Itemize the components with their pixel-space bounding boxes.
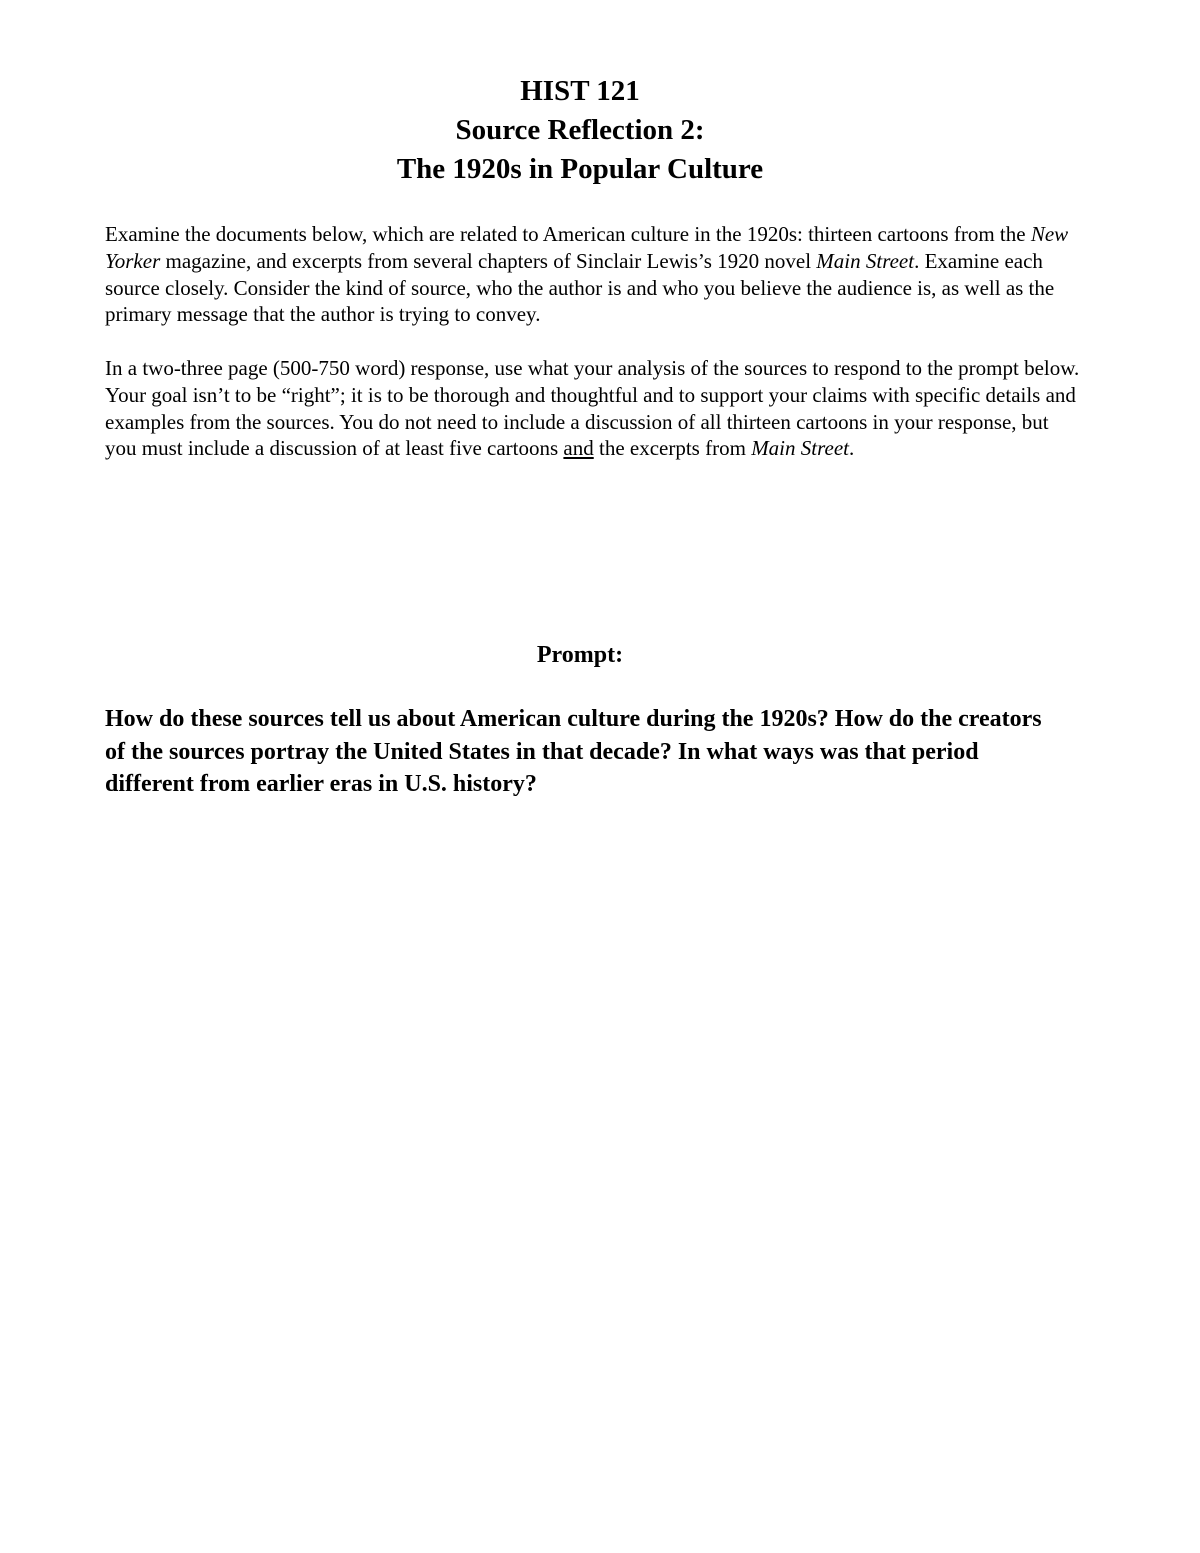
assignment-title: Source Reflection 2: <box>455 114 705 146</box>
para2-underlined-and: and <box>563 436 594 461</box>
prompt-question: How do these sources tell us about American culture during the 1920s? How do the creators of the sources portray the United States in that decade? In what ways was that period different from earlier eras in U.S. history? <box>105 706 1042 797</box>
assignment-topic: The 1920s in Popular Culture <box>396 153 764 185</box>
prompt-heading: Prompt: <box>536 642 624 668</box>
para1-italic-new-yorker: New Yorker <box>105 222 1069 273</box>
course-code: HIST 121 <box>520 75 640 107</box>
para1-text-1: Examine the documents below, which are related to American culture in the 1920s: thirteen cartoons from the <box>105 222 1031 246</box>
instructions-paragraph-2 <box>105 355 1085 462</box>
instructions-paragraph-1 <box>105 221 1085 328</box>
para2-text-1: In a two-three page (500-750 word) response, use what your analysis of the sources to respond to the prompt below. Your goal isn’t to be “right”; it is to be thorough and thoughtful and to support your claims with specific details and examples from the sources. You do not need to include a discussion of all thirteen cartoons in your response, but you must include a discussion of at least five cartoons <box>105 356 1080 461</box>
para1-text-2: magazine, and excerpts from several chapters of Sinclair Lewis’s 1920 novel <box>160 248 817 273</box>
para2-text-2: the excerpts from <box>593 436 752 461</box>
document-title <box>0 72 1160 189</box>
para2-italic-main-street: Main Street <box>751 436 849 461</box>
para1-italic-main-street: Main Street <box>816 248 915 273</box>
para1-text-3: . Examine each source closely. Consider the kind of source, who the author is and who you believe the audience is, as well as the primary message that the author is trying to convey. <box>105 248 1055 327</box>
para2-text-3: . <box>848 436 855 461</box>
